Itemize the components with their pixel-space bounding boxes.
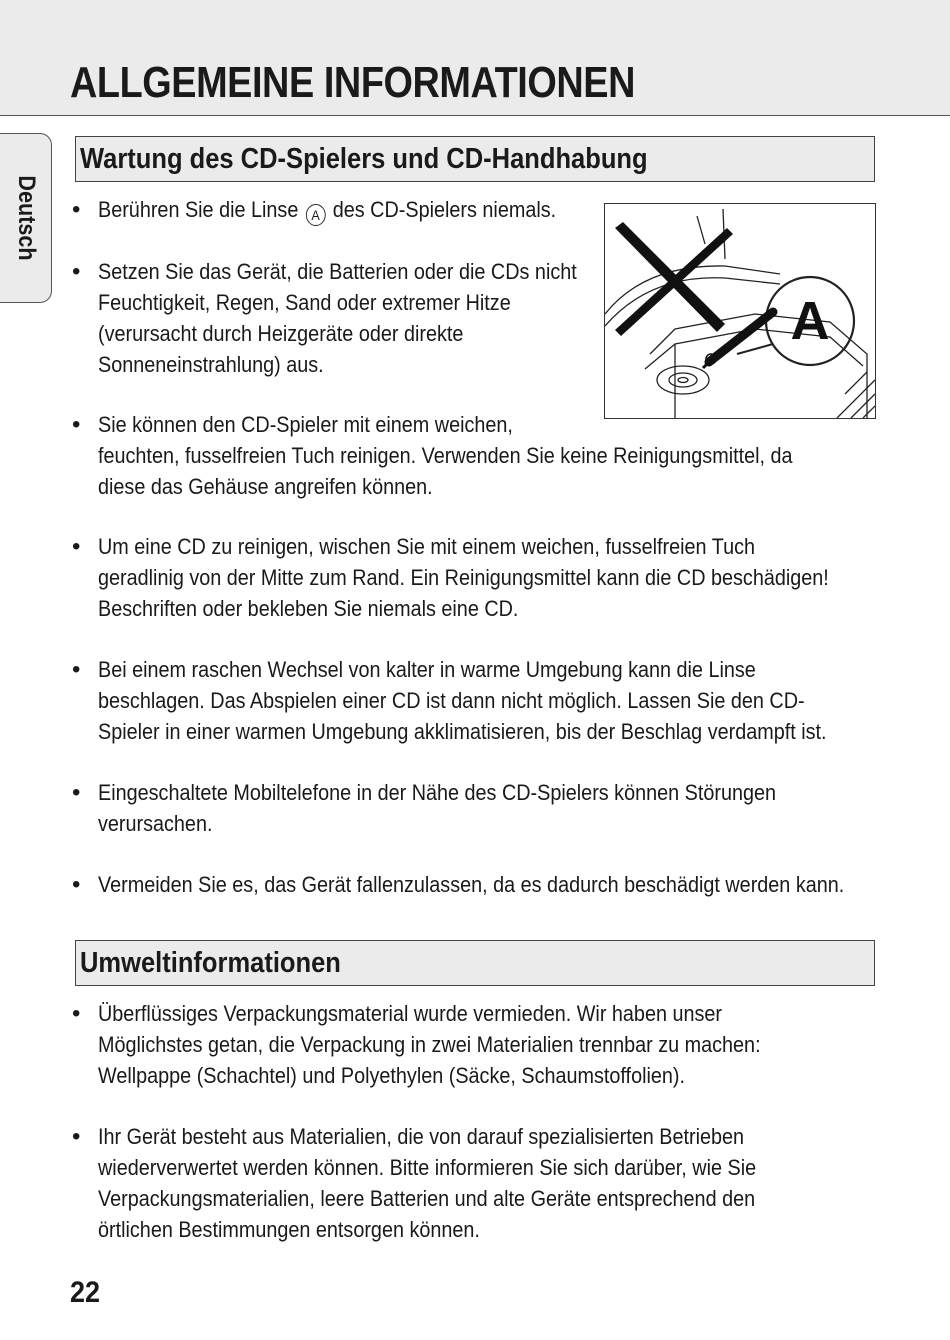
list-item bbox=[72, 654, 912, 747]
list-item bbox=[72, 777, 912, 839]
list-item-text: Bei einem raschen Wechsel von kalter in warme Umgebung kann die Linse beschlagen. Das Abspielen einer CD ist dann nicht möglich. Lassen Sie den CD- Spieler in einer warmen Umgebung akklimatisieren, bis der Beschlag verdampft ist. bbox=[98, 657, 827, 744]
list-item-text: Vermeiden Sie es, das Gerät fallenzulassen, da es dadurch beschädigt werden kann. bbox=[98, 872, 845, 897]
list-item-text: Sie können den CD-Spieler mit einem weichen, feuchten, fusselfreien Tuch reinigen. Verwenden Sie keine Reinigungsmittel, da diese das Gehäuse angreifen können. bbox=[98, 412, 793, 499]
bullet-icon: • bbox=[72, 779, 81, 806]
section-title: Umweltinformationen bbox=[80, 947, 341, 979]
list-item bbox=[72, 531, 912, 624]
page-number: 22 bbox=[70, 1276, 101, 1309]
list-item bbox=[72, 409, 912, 502]
lens-warning-illustration bbox=[604, 203, 876, 419]
bullet-icon: • bbox=[72, 258, 81, 285]
section-heading-maintenance bbox=[75, 136, 875, 182]
list-item-text-part: des CD-Spielers niemals. bbox=[332, 197, 557, 222]
list-item bbox=[72, 1121, 912, 1245]
page-title: ALLGEMEINE INFORMATIONEN bbox=[70, 58, 635, 107]
list-item-text: Um eine CD zu reinigen, wischen Sie mit einem weichen, fusselfreien Tuch geradlinig von der Mitte zum Rand. Ein Reinigungsmittel kann die CD beschädigen! Beschriften oder bekleben Sie niemals eine CD. bbox=[98, 534, 829, 621]
section-title: Wartung des CD-Spielers und CD-Handhabung bbox=[80, 143, 648, 175]
list-item-text-part: Berühren Sie die Linse bbox=[98, 197, 299, 222]
lens-marker-icon: A bbox=[306, 204, 326, 226]
callout-letter: A bbox=[790, 291, 830, 351]
language-tab-label: Deutsch bbox=[12, 175, 40, 261]
bullet-icon: • bbox=[72, 411, 81, 438]
section-heading-environment bbox=[75, 940, 875, 986]
list-item bbox=[72, 998, 912, 1091]
language-tab bbox=[0, 133, 52, 303]
bullet-icon: • bbox=[72, 871, 81, 898]
bullet-icon: • bbox=[72, 196, 81, 223]
list-item-text: Eingeschaltete Mobiltelefone in der Nähe des CD-Spielers können Störungen verursachen. bbox=[98, 780, 777, 836]
bullet-icon: • bbox=[72, 1123, 81, 1150]
list-item-text: Setzen Sie das Gerät, die Batterien oder die CDs nicht Feuchtigkeit, Regen, Sand oder extremer Hitze (verursacht durch Heizgeräte oder direkte Sonneneinstrahlung) aus. bbox=[98, 259, 577, 377]
list-item-text: Ihr Gerät besteht aus Materialien, die von darauf spezialisierten Betrieben wiederverwertet werden können. Bitte informieren Sie sich darüber, wie Sie Verpackungsmaterialien, leere Batterien und alte Geräte entsprechend den örtlichen Bestimmungen entsorgen können. bbox=[98, 1124, 757, 1242]
list-item-text: Überflüssiges Verpackungsmaterial wurde vermieden. Wir haben unser Möglichstes getan, die Verpackung in zwei Materialien trennbar zu machen: Wellpappe (Schachtel) und Polyethylen (Säcke, Schaumstoffolien). bbox=[98, 1001, 761, 1088]
bullet-icon: • bbox=[72, 533, 81, 560]
bullet-icon: • bbox=[72, 1000, 81, 1027]
list-item bbox=[72, 869, 912, 900]
bullet-icon: • bbox=[72, 656, 81, 683]
